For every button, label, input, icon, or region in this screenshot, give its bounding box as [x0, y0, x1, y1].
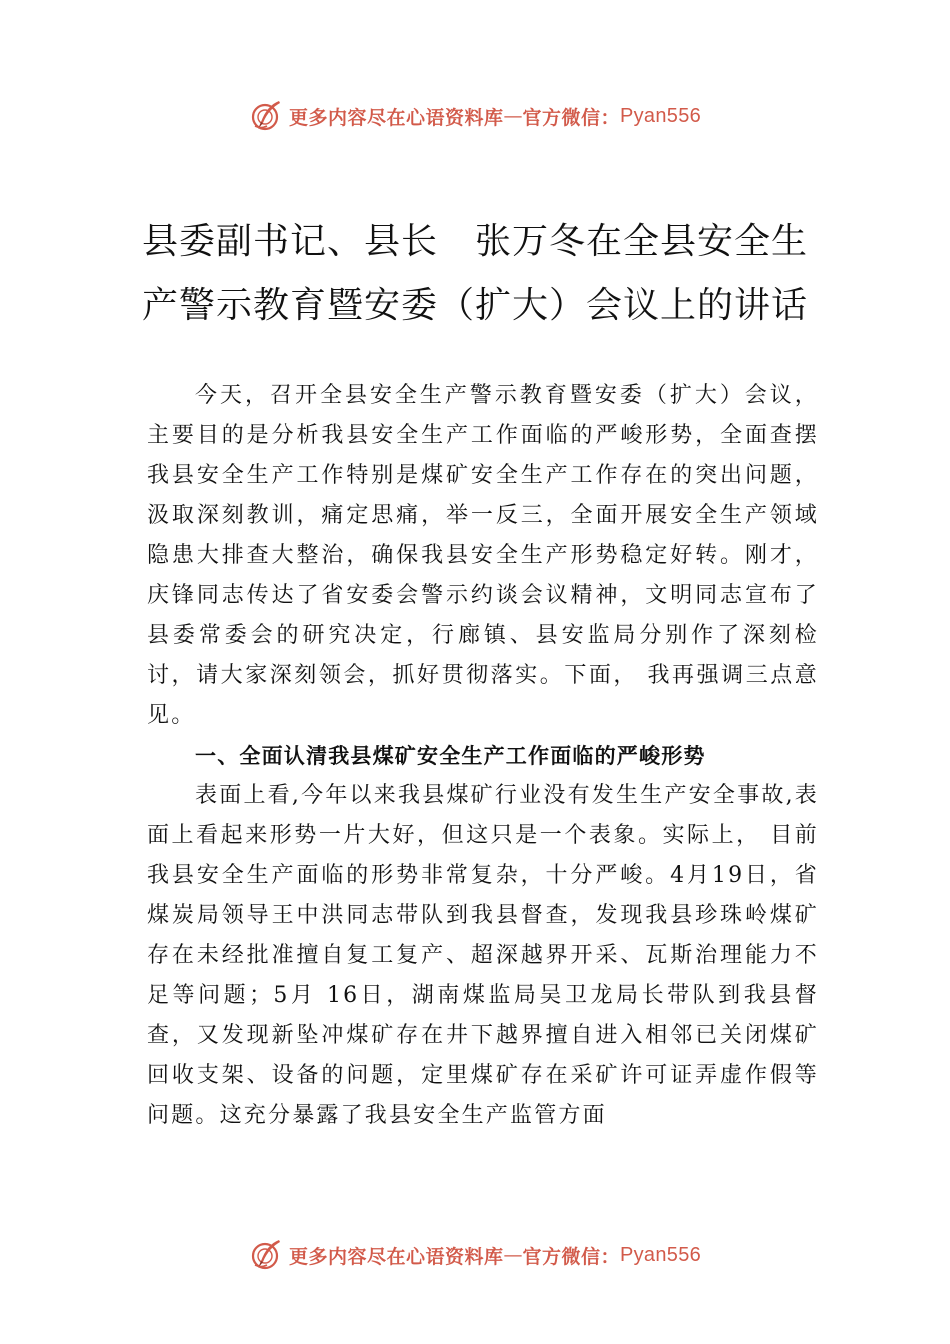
section-paragraph-1: 表面上看,今年以来我县煤矿行业没有发生生产安全事故,表面上看起来形势一片大好，但这只是一个表象。实际上， 目前我县安全生产面临的形势非常复杂，十分严峻。4月19日，省煤炭局领导王中洪同志带队到我县督查，发现我县珍珠岭煤矿存在未经批准擅自复工复产、超深越界开采、瓦斯治理能力不足等问题；5月 16日，湖南煤监局吴卫龙局长带队到我县督查，又发现新坠冲煤矿存在井下越界擅自进入相邻已关闭煤矿回收支架、设备的问题，定里煤矿存在采矿许可证弄虚作假等问题。这充分暴露了我县安全生产监管方面	[147, 783, 819, 1128]
watermark-wechat-label: 官方微信：	[522, 1245, 620, 1268]
watermark-brand: 更多内容尽在心语资料库	[288, 1245, 504, 1268]
watermark-separator: —	[503, 1244, 523, 1266]
watermark-wechat-label: 官方微信：	[522, 106, 620, 129]
title-line-1: 县委副书记、县长 张万冬在全县安全生	[141, 221, 808, 262]
watermark-separator: —	[503, 105, 523, 127]
document-body	[147, 376, 819, 1136]
document-title	[100, 210, 850, 338]
watermark-wechat-id: Pyan556	[619, 104, 702, 127]
watermark-wechat-id: Pyan556	[619, 1243, 702, 1266]
quill-logo-icon	[249, 98, 285, 134]
quill-logo-icon	[249, 1237, 285, 1273]
watermark-brand: 更多内容尽在心语资料库	[288, 106, 504, 129]
header-watermark	[0, 96, 950, 136]
section-heading-1: 一、全面认清我县煤矿安全生产工作面临的严峻形势	[195, 744, 706, 768]
footer-watermark	[0, 1235, 950, 1275]
intro-paragraph: 今天，召开全县安全生产警示教育暨安委（扩大）会议，主要目的是分析我县安全生产工作面临的严峻形势，全面查摆我县安全生产工作特别是煤矿安全生产工作存在的突出问题，汲取深刻教训，痛定思痛，举一反三，全面开展安全生产领域隐患大排查大整治，确保我县安全生产形势稳定好转。刚才，庆锋同志传达了省安委会警示约谈会议精神，文明同志宣布了县委常委会的研究决定，行廊镇、县安监局分别作了深刻检讨，请大家深刻领会，抓好贯彻落实。下面， 我再强调三点意见。	[147, 383, 819, 728]
title-line-2: 产警示教育暨安委（扩大）会议上的讲话	[141, 285, 808, 326]
